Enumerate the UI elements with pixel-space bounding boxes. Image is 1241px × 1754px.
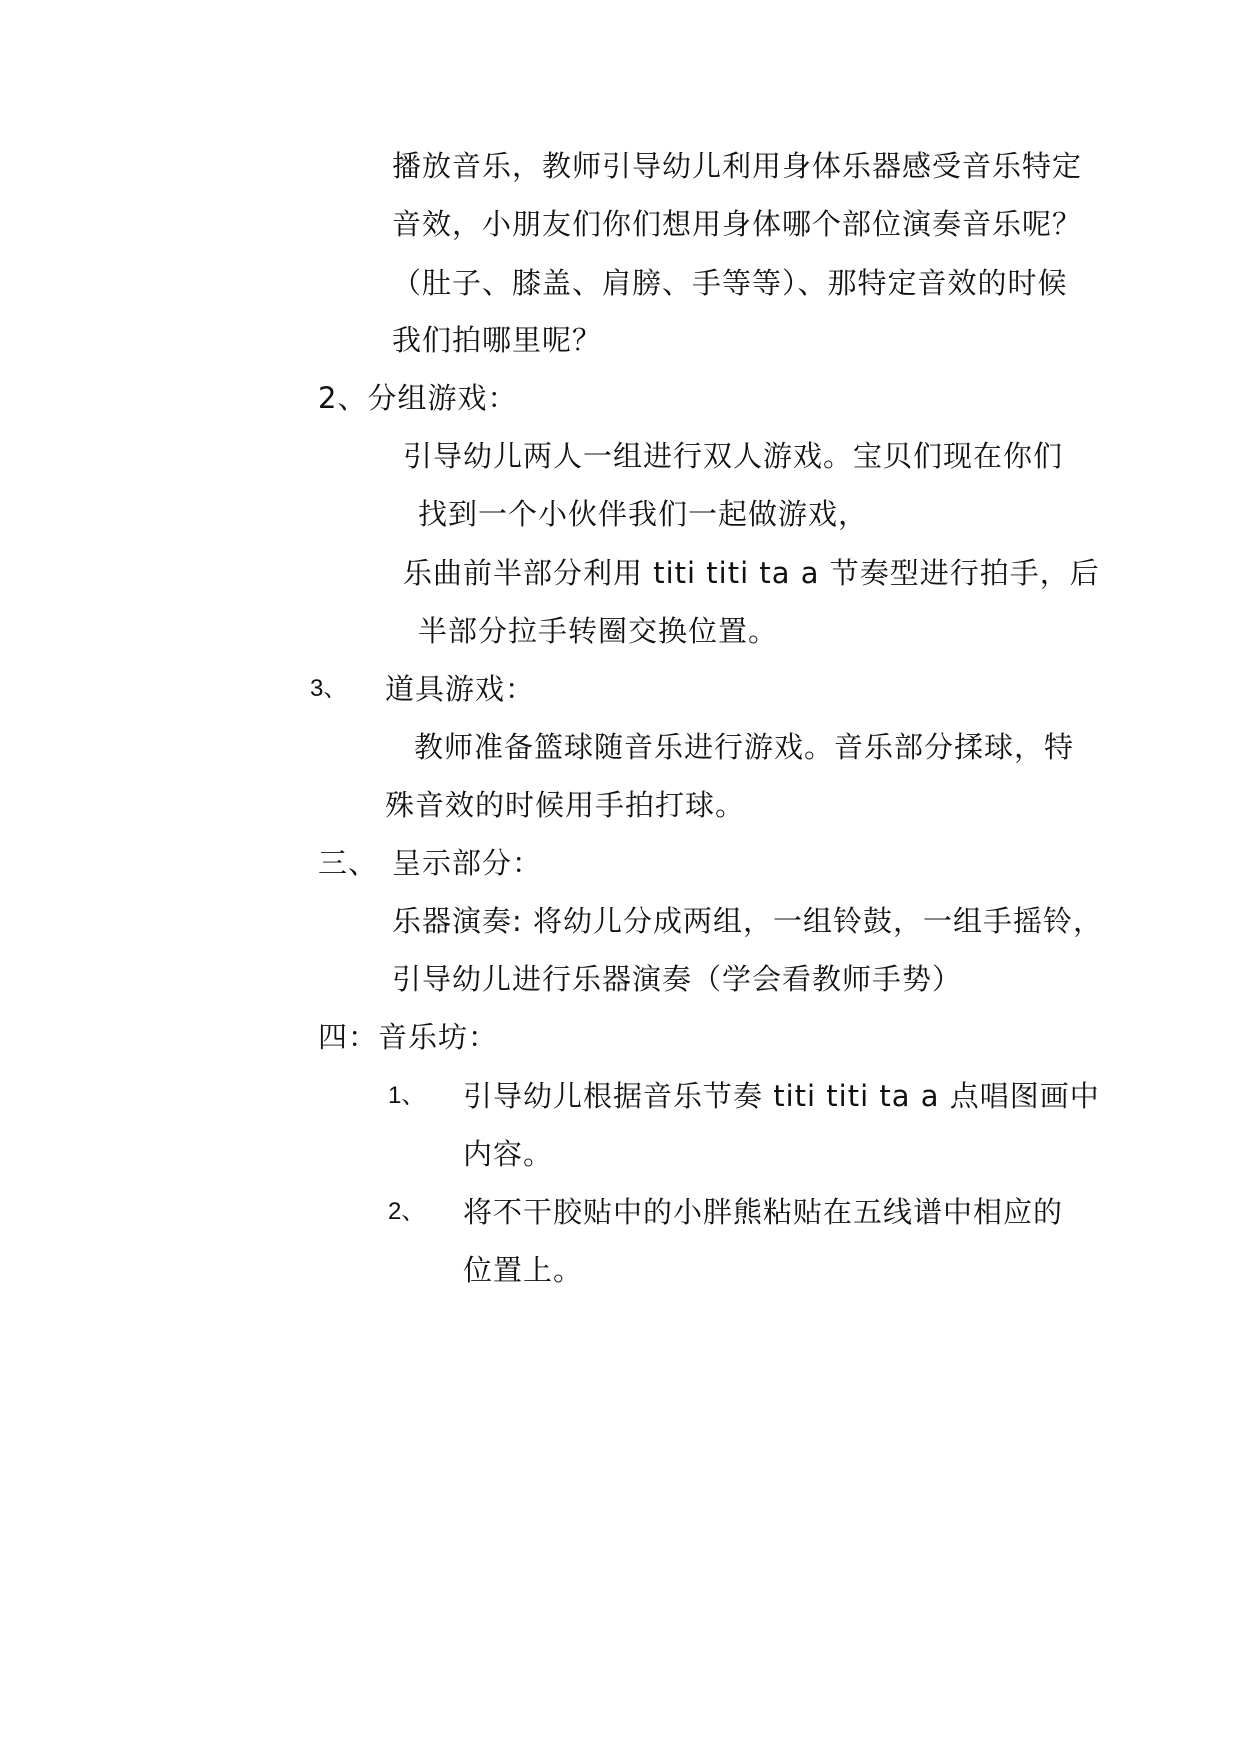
list-item-line: 引导幼儿根据音乐节奏 titi titi ta a 点唱图画中: [463, 1079, 1100, 1113]
paragraph-line: 教师准备篮球随音乐进行游戏。音乐部分揉球，特: [414, 730, 1075, 764]
paragraph-line: 乐器演奏: 将幼儿分成两组，一组铃鼓，一组手摇铃，: [392, 904, 1103, 938]
section-heading: 道具游戏：: [385, 672, 536, 706]
paragraph-line: 播放音乐，教师引导幼儿利用身体乐器感受音乐特定: [392, 149, 1083, 183]
part-heading: 呈示部分：: [392, 846, 543, 880]
list-item-line: 将不干胶贴中的小胖熊粘贴在五线谱中相应的: [463, 1195, 1064, 1229]
paragraph-line: 引导幼儿两人一组进行双人游戏。宝贝们现在你们: [403, 439, 1064, 473]
paragraph-line: 引导幼儿进行乐器演奏（学会看教师手势）: [392, 962, 963, 996]
part-number: 三、: [318, 846, 379, 880]
paragraph-line: 殊音效的时候用手拍打球。: [385, 788, 746, 822]
list-item-line: 位置上。: [463, 1253, 584, 1287]
list-item-number: 2、: [388, 1198, 426, 1225]
section-number: 3、: [310, 675, 348, 702]
paragraph-line: 乐曲前半部分利用 titi titi ta a 节奏型进行拍手，后: [403, 556, 1100, 590]
paragraph-line: 音效，小朋友们你们想用身体哪个部位演奏音乐呢？: [392, 207, 1083, 241]
paragraph-line: 半部分拉手转圈交换位置。: [418, 614, 779, 648]
list-item-line: 内容。: [463, 1137, 554, 1171]
paragraph-line: 找到一个小伙伴我们一起做游戏，: [418, 497, 869, 531]
part-heading: 四：音乐坊：: [318, 1020, 499, 1054]
paragraph-line: 我们拍哪里呢？: [392, 323, 603, 357]
list-item-number: 1、: [388, 1082, 426, 1109]
section-heading: 2、分组游戏：: [318, 381, 518, 415]
paragraph-line: （肚子、膝盖、肩膀、手等等）、那特定音效的时候: [392, 266, 1068, 300]
